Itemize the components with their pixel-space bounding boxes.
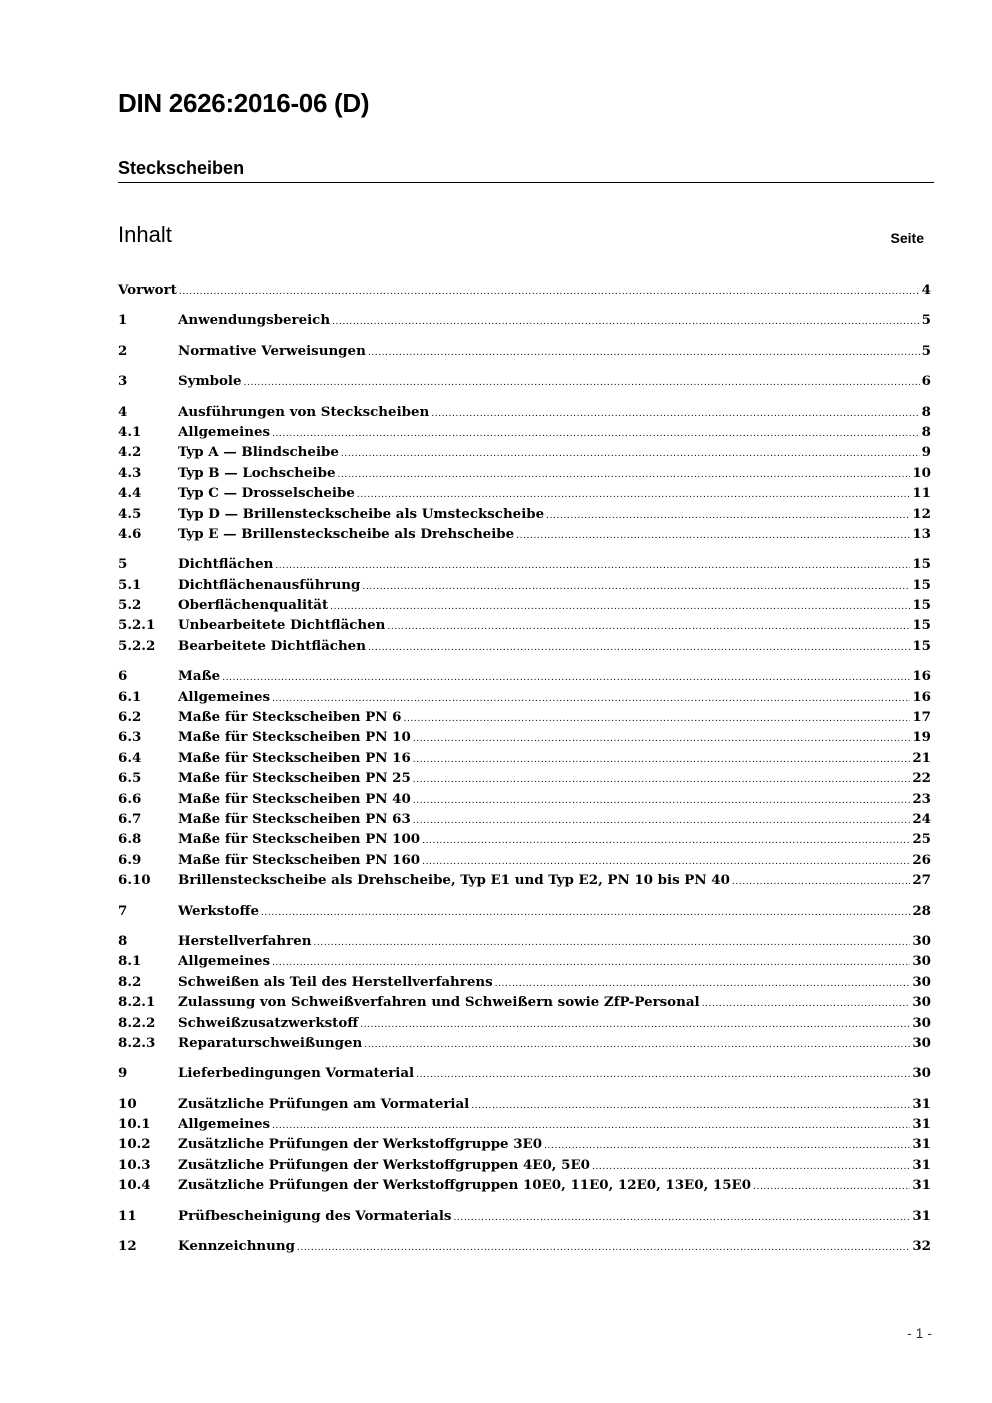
toc-entry-page: 25: [912, 831, 931, 848]
toc-entry-title: Herstellverfahren: [178, 932, 312, 949]
toc-dot-leader: [337, 465, 910, 485]
toc-entry-title: Typ A — Blindscheibe: [178, 444, 339, 461]
toc-entry-title: Allgemeines: [178, 1116, 271, 1133]
toc-entry-page: 15: [912, 637, 931, 654]
toc-dot-leader: [360, 1015, 910, 1035]
toc-entry[interactable]: [118, 1013, 931, 1033]
toc-entry-number: 5.1: [118, 576, 142, 593]
toc-dot-leader: [179, 282, 920, 302]
toc-entry-title: Typ E — Brillensteckscheibe als Drehscheibe: [178, 525, 515, 542]
toc-entry-page: 30: [912, 973, 931, 990]
toc-entry-page: 24: [912, 810, 931, 827]
toc-entry-page: 28: [912, 902, 931, 919]
toc-entry-page: 9: [921, 444, 931, 461]
toc-entry-number: 10.3: [118, 1156, 151, 1173]
toc-entry[interactable]: [118, 666, 931, 686]
toc-entry-page: 17: [912, 709, 931, 726]
toc-entry[interactable]: [118, 901, 931, 921]
toc-entry-page: 10: [912, 464, 931, 481]
toc-dot-leader: [364, 1035, 910, 1055]
toc-entry-number: 12: [118, 1238, 137, 1255]
toc-dot-leader: [244, 373, 920, 393]
toc-entry[interactable]: [118, 789, 931, 809]
toc-entry-title: Maße für Steckscheiben PN 100: [178, 831, 421, 848]
toc-entry-page: 30: [912, 953, 931, 970]
toc-entry-number: 6.2: [118, 709, 142, 726]
toc-entry-title: Allgemeines: [178, 953, 271, 970]
toc-entry-title: Typ C — Drosselscheibe: [178, 485, 355, 502]
toc-dot-leader: [413, 770, 911, 790]
toc-entry-page: 21: [912, 749, 931, 766]
toc-entry[interactable]: [118, 1094, 931, 1114]
toc-entry[interactable]: [118, 636, 931, 656]
toc-entry-title: Brillensteckscheibe als Drehscheibe, Typ E1 und Typ E2, PN 10 bis PN 40: [178, 872, 730, 889]
toc-entry-title: Allgemeines: [178, 423, 271, 440]
toc-entry-title: Allgemeines: [178, 688, 271, 705]
toc-entry[interactable]: [118, 463, 931, 483]
toc-entry-page: 8: [921, 423, 931, 440]
toc-dot-leader: [272, 1116, 910, 1136]
toc-entry-number: 6.6: [118, 790, 142, 807]
toc-entry-page: 31: [912, 1116, 931, 1133]
toc-entry-number: 4.6: [118, 525, 142, 542]
toc-dot-leader: [516, 526, 910, 546]
toc-entry-page: 31: [912, 1177, 931, 1194]
toc-dot-leader: [387, 617, 910, 637]
toc-dot-leader: [341, 444, 920, 464]
toc-dot-leader: [453, 1208, 910, 1228]
toc-entry-number: 6.7: [118, 810, 142, 827]
toc-entry[interactable]: [118, 931, 931, 951]
toc-entry-title: Maße für Steckscheiben PN 160: [178, 851, 421, 868]
toc-entry-title: Werkstoffe: [178, 902, 259, 919]
toc-entry-title: Zusätzliche Prüfungen der Werkstoffgruppen 10E0, 11E0, 12E0, 13E0, 15E0: [178, 1177, 752, 1194]
toc-entry-number: 6.1: [118, 688, 142, 705]
toc-dot-leader: [544, 1136, 910, 1156]
toc-entry-number: 6.8: [118, 831, 142, 848]
toc-entry-number: 1: [118, 312, 128, 329]
toc-entry-title: Unbearbeitete Dichtflächen: [178, 617, 386, 634]
toc-entry-page: 27: [912, 872, 931, 889]
toc-entry[interactable]: [118, 727, 931, 747]
toc-dot-leader: [495, 974, 911, 994]
toc-entry-number: 2: [118, 342, 128, 359]
toc-entry[interactable]: [118, 1114, 931, 1134]
toc-entry-number: 6.5: [118, 770, 142, 787]
toc-entry-title: Schweißen als Teil des Herstellverfahrens: [178, 973, 493, 990]
toc-entry[interactable]: [118, 850, 931, 870]
toc-entry-title: Bearbeitete Dichtflächen: [178, 637, 366, 654]
toc-entry-title: Dichtflächen: [178, 556, 274, 573]
toc-entry-page: 30: [912, 932, 931, 949]
toc-dot-leader: [368, 638, 910, 658]
toc-entry-page: 22: [912, 770, 931, 787]
toc-entry-number: 10.2: [118, 1136, 151, 1153]
toc-dot-leader: [592, 1157, 910, 1177]
table-of-contents: [118, 280, 931, 1256]
document-title: DIN 2626:2016-06 (D): [118, 88, 370, 118]
toc-dot-leader: [272, 689, 910, 709]
toc-entry-title: Dichtflächenausführung: [178, 576, 361, 593]
toc-entry-page: 19: [912, 729, 931, 746]
toc-entry-number: 6.9: [118, 851, 142, 868]
toc-entry-title: Zusätzliche Prüfungen der Werkstoffgruppen 4E0, 5E0: [178, 1156, 590, 1173]
toc-entry-number: 5.2: [118, 597, 142, 614]
toc-entry[interactable]: [118, 992, 931, 1012]
toc-entry-title: Maße für Steckscheiben PN 25: [178, 770, 411, 787]
toc-dot-leader: [422, 831, 910, 851]
toc-entry[interactable]: [118, 1175, 931, 1195]
toc-entry-number: 4.4: [118, 485, 142, 502]
toc-dot-leader: [546, 506, 910, 526]
toc-entry[interactable]: [118, 870, 931, 890]
toc-entry-page: 13: [912, 525, 931, 542]
toc-entry[interactable]: [118, 341, 931, 361]
toc-entry-page: 4: [921, 282, 931, 298]
toc-entry-page: 31: [912, 1095, 931, 1112]
toc-dot-leader: [297, 1238, 910, 1258]
toc-entry-number: 10: [118, 1095, 137, 1112]
toc-dot-leader: [330, 597, 910, 617]
toc-entry[interactable]: [118, 972, 931, 992]
toc-entry-page: 30: [912, 1065, 931, 1082]
toc-entry-title: Zusätzliche Prüfungen am Vormaterial: [178, 1095, 470, 1112]
toc-entry-number: 6.3: [118, 729, 142, 746]
toc-entry-title: Symbole: [178, 373, 242, 390]
toc-entry[interactable]: [118, 829, 931, 849]
toc-entry-title: Maße für Steckscheiben PN 10: [178, 729, 411, 746]
toc-entry[interactable]: [118, 280, 931, 300]
toc-dot-leader: [222, 668, 910, 688]
toc-entry[interactable]: [118, 504, 931, 524]
toc-entry[interactable]: [118, 809, 931, 829]
toc-entry-title: Normative Verweisungen: [178, 342, 366, 359]
toc-dot-leader: [732, 872, 910, 892]
toc-entry-page: 26: [912, 851, 931, 868]
toc-entry-page: 31: [912, 1207, 931, 1224]
toc-entry-page: 30: [912, 994, 931, 1011]
toc-entry-page: 12: [912, 505, 931, 522]
toc-dot-leader: [357, 485, 910, 505]
toc-dot-leader: [362, 577, 910, 597]
toc-dot-leader: [413, 791, 911, 811]
toc-entry-number: 10.4: [118, 1177, 151, 1194]
toc-entry-number: 5: [118, 556, 128, 573]
toc-dot-leader: [471, 1096, 910, 1116]
page-number: - 1 -: [907, 1325, 932, 1341]
toc-entry[interactable]: [118, 1063, 931, 1083]
toc-entry-number: 6.10: [118, 872, 151, 889]
toc-entry[interactable]: [118, 951, 931, 971]
toc-entry-number: 4.2: [118, 444, 142, 461]
toc-dot-leader: [431, 404, 919, 424]
toc-entry-title: Maße: [178, 668, 221, 685]
toc-entry-page: 5: [921, 312, 931, 329]
toc-entry-title: Maße für Steckscheiben PN 40: [178, 790, 411, 807]
toc-entry-number: 10.1: [118, 1116, 151, 1133]
toc-dot-leader: [272, 424, 920, 444]
toc-entry-title: Zusätzliche Prüfungen der Werkstoffgruppe 3E0: [178, 1136, 543, 1153]
toc-dot-leader: [422, 852, 910, 872]
toc-dot-leader: [702, 994, 911, 1014]
toc-entry-title: Maße für Steckscheiben PN 6: [178, 709, 402, 726]
toc-entry-number: 8.2: [118, 973, 142, 990]
toc-entry-number: 8: [118, 932, 128, 949]
toc-entry-number: 4.5: [118, 505, 142, 522]
toc-dot-leader: [413, 729, 911, 749]
toc-entry[interactable]: [118, 1033, 931, 1053]
toc-entry[interactable]: [118, 748, 931, 768]
toc-entry[interactable]: [118, 483, 931, 503]
toc-entry-page: 32: [912, 1238, 931, 1255]
toc-entry-number: 11: [118, 1207, 137, 1224]
toc-entry[interactable]: [118, 707, 931, 727]
toc-entry-title: Typ D — Brillensteckscheibe als Umsteckscheibe: [178, 505, 545, 522]
toc-dot-leader: [313, 933, 910, 953]
toc-entry-page: 31: [912, 1156, 931, 1173]
toc-entry-page: 23: [912, 790, 931, 807]
toc-entry-page: 15: [912, 576, 931, 593]
toc-entry[interactable]: [118, 422, 931, 442]
toc-entry[interactable]: [118, 310, 931, 330]
toc-entry[interactable]: [118, 524, 931, 544]
toc-dot-leader: [272, 953, 910, 973]
toc-entry[interactable]: [118, 575, 931, 595]
toc-entry-number: 7: [118, 902, 128, 919]
toc-entry-number: 3: [118, 373, 128, 390]
toc-entry-title: Vorwort: [118, 282, 177, 298]
toc-entry-title: Kennzeichnung: [178, 1238, 296, 1255]
toc-entry-page: 30: [912, 1034, 931, 1051]
toc-entry-title: Lieferbedingungen Vormaterial: [178, 1065, 415, 1082]
toc-entry-title: Typ B — Lochscheibe: [178, 464, 336, 481]
toc-dot-leader: [416, 1065, 910, 1085]
toc-entry-number: 4: [118, 403, 128, 420]
toc-entry-title: Zulassung von Schweißverfahren und Schweißern sowie ZfP-Personal: [178, 994, 700, 1011]
toc-dot-leader: [413, 811, 911, 831]
toc-heading: Inhalt: [118, 222, 172, 247]
toc-entry-title: Ausführungen von Steckscheiben: [178, 403, 430, 420]
toc-dot-leader: [332, 312, 920, 332]
toc-entry-number: 4.1: [118, 423, 142, 440]
toc-entry[interactable]: [118, 1206, 931, 1226]
toc-entry-title: Schweißzusatzwerkstoff: [178, 1014, 359, 1031]
toc-dot-leader: [413, 750, 911, 770]
toc-entry[interactable]: [118, 687, 931, 707]
toc-entry[interactable]: [118, 371, 931, 391]
toc-entry-page: 15: [912, 556, 931, 573]
toc-entry-number: 5.2.1: [118, 617, 156, 634]
toc-entry[interactable]: [118, 595, 931, 615]
toc-entry-number: 6: [118, 668, 128, 685]
toc-page-column-heading: Seite: [890, 230, 924, 246]
toc-entry-number: 8.2.3: [118, 1034, 156, 1051]
toc-entry-page: 11: [912, 485, 931, 502]
toc-entry-number: 9: [118, 1065, 128, 1082]
toc-entry-number: 6.4: [118, 749, 142, 766]
toc-entry-number: 4.3: [118, 464, 142, 481]
toc-entry[interactable]: [118, 554, 931, 574]
toc-entry-number: 8.2.1: [118, 994, 156, 1011]
toc-entry-title: Prüfbescheinigung des Vormaterials: [178, 1207, 452, 1224]
toc-entry[interactable]: [118, 442, 931, 462]
toc-entry-page: 6: [921, 373, 931, 390]
toc-entry[interactable]: [118, 1155, 931, 1175]
toc-entry-page: 8: [921, 403, 931, 420]
toc-entry-page: 15: [912, 617, 931, 634]
toc-entry-page: 30: [912, 1014, 931, 1031]
toc-entry-page: 16: [912, 688, 931, 705]
toc-entry-title: Reparaturschweißungen: [178, 1034, 363, 1051]
toc-entry-title: Maße für Steckscheiben PN 16: [178, 749, 411, 766]
toc-entry-page: 31: [912, 1136, 931, 1153]
toc-entry-title: Maße für Steckscheiben PN 63: [178, 810, 411, 827]
toc-dot-leader: [403, 709, 910, 729]
toc-entry-number: 8.1: [118, 953, 142, 970]
toc-entry[interactable]: [118, 768, 931, 788]
toc-entry[interactable]: [118, 615, 931, 635]
toc-entry[interactable]: [118, 1134, 931, 1154]
toc-dot-leader: [261, 903, 910, 923]
toc-entry-page: 5: [921, 342, 931, 359]
toc-entry-page: 16: [912, 668, 931, 685]
toc-dot-leader: [753, 1177, 910, 1197]
toc-entry-title: Anwendungsbereich: [178, 312, 331, 329]
toc-entry[interactable]: [118, 1236, 931, 1256]
document-subtitle: Steckscheiben: [118, 158, 934, 183]
toc-entry-page: 15: [912, 597, 931, 614]
toc-entry[interactable]: [118, 402, 931, 422]
toc-dot-leader: [275, 556, 910, 576]
toc-dot-leader: [368, 343, 920, 363]
toc-entry-number: 5.2.2: [118, 637, 156, 654]
toc-entry-title: Oberflächenqualität: [178, 597, 329, 614]
toc-entry-number: 8.2.2: [118, 1014, 156, 1031]
